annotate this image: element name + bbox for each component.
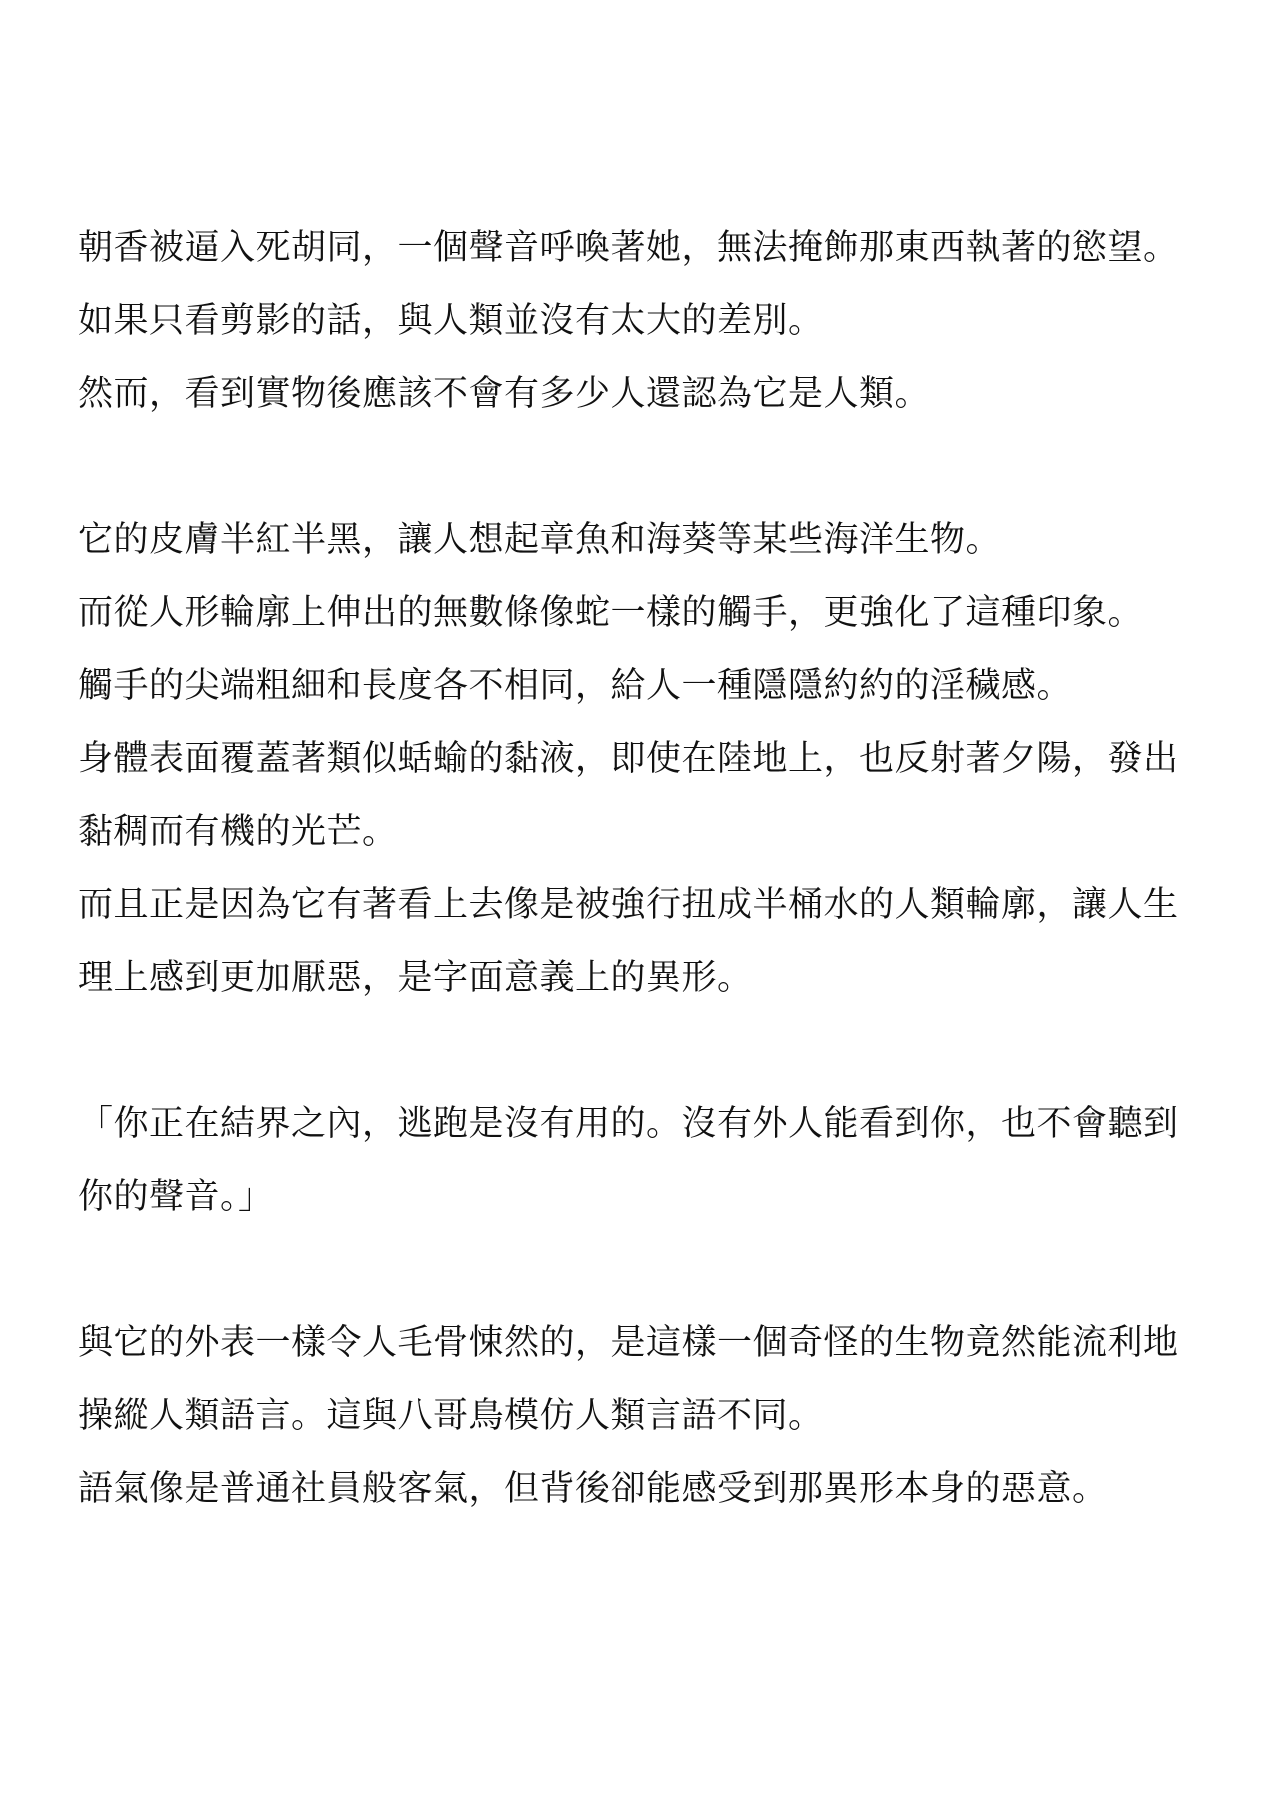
paragraph-line: 然而，看到實物後應該不會有多少人還認為它是人類。	[78, 374, 931, 414]
blank-line	[78, 1234, 1208, 1307]
paragraph-line: 語氣像是普通社員般客氣，但背後卻能感受到那異形本身的惡意。	[78, 1469, 1108, 1509]
paragraph-line: 而且正是因為它有著看上去像是被強行扭成半桶水的人類輪廓，讓人生理上感到更加厭惡，是字面意義上的異形。	[78, 885, 1179, 998]
paragraph-line: 如果只看剪影的話，與人類並沒有太大的差別。	[78, 301, 824, 341]
paragraph-line: 觸手的尖端粗細和長度各不相同，給人一種隱隱約約的淫穢感。	[78, 666, 1073, 706]
paragraph-line: 朝香被逼入死胡同，一個聲音呼喚著她，無法掩飾那東西執著的慾望。	[78, 228, 1179, 268]
dialogue-line: 「你正在結界之內，逃跑是沒有用的。沒有外人能看到你，也不會聽到你的聲音。」	[78, 1104, 1179, 1217]
blank-line	[78, 431, 1208, 504]
blank-line	[78, 1015, 1208, 1088]
paragraph-line: 而從人形輪廓上伸出的無數條像蛇一樣的觸手，更強化了這種印象。	[78, 593, 1144, 633]
paragraph-line: 它的皮膚半紅半黑，讓人想起章魚和海葵等某些海洋生物。	[78, 520, 1002, 560]
paragraph-line: 與它的外表一樣令人毛骨悚然的，是這樣一個奇怪的生物竟然能流利地操縱人類語言。這與八哥鳥模仿人類言語不同。	[78, 1323, 1179, 1436]
paragraph-line: 身體表面覆蓋著類似蛞蝓的黏液，即使在陸地上，也反射著夕陽，發出黏稠而有機的光芒。	[78, 739, 1179, 852]
document-body	[78, 212, 1208, 1526]
